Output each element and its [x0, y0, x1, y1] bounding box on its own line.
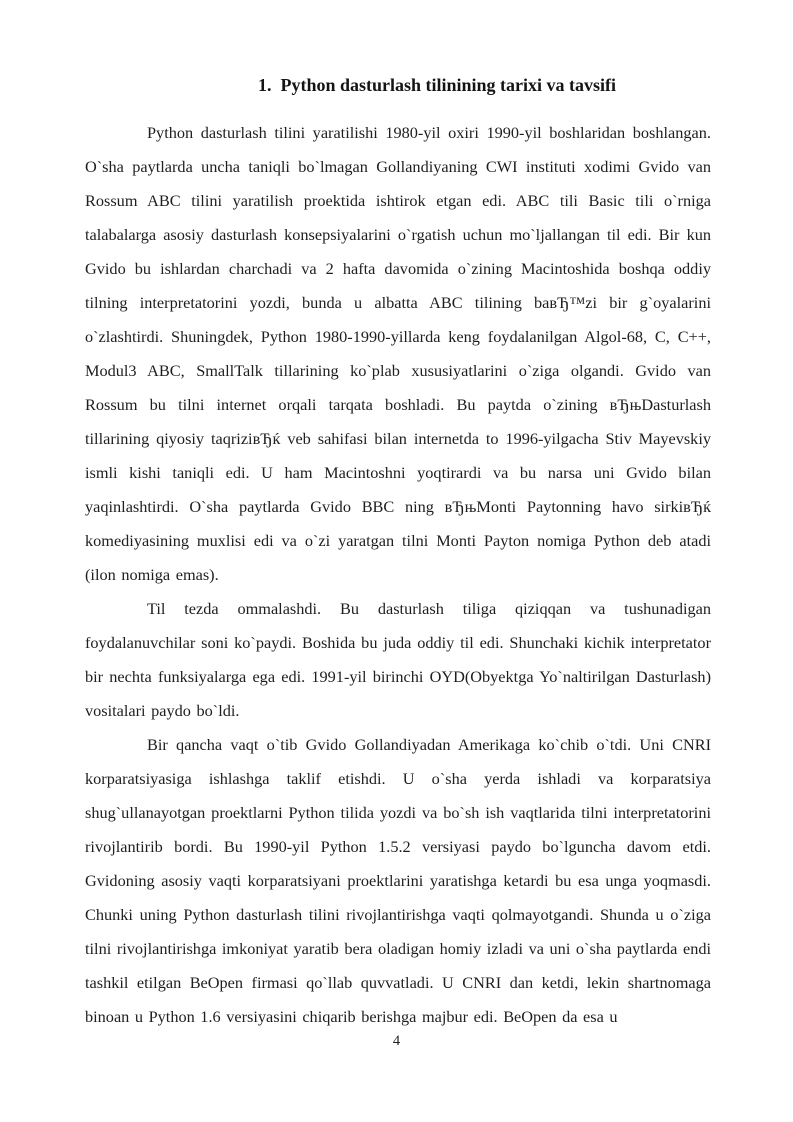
paragraph-python-origins: Python dasturlash tilini yaratilishi 1980-yil oxiri 1990-yil boshlaridan boshlangan. O`sha paytlarda uncha taniqli bo`lmagan Gollandiyaning CWI instituti xodimi Gvido van Rossum ABC tilini yaratilish proektida ishtirok etgan edi. ABC tili Basic tili o`rniga talabalarga asosiy dasturlash konsepsiyalarini o`rgatish uchun mo`ljallangan til edi. Bir kun Gvido bu ishlardan charchadi va 2 hafta davomida o`zining Macintoshida boshqa oddiy tilning interpretatorini yozdi, bunda u albatta ABC tilining baвЂ™zi bir g`oyalarini o`zlashtirdi. Shuningdek, Python 1980-1990-yillarda keng foydalanilgan Algol-68, C, C++, Modul3 ABC, SmallTalk tillarining ko`plab xususiyatlarini o`ziga olgandi. Gvido van Rossum bu tilni internet orqali tarqata boshladi. Bu paytda o`zining вЂњDasturlash tillarining qiyosiy taqriziвЂќ veb sahifasi bilan internetda to 1996-yilgacha Stiv Mayevskiy ismli kishi taniqli edi. U ham Macintoshni yoqtirardi va bu narsa uni Gvido bilan yaqinlashtirdi. O`sha paytlarda Gvido BBC ning вЂњMonti Paytonning havo sirkiвЂќ komediyasining muxlisi edi va o`zi yaratgan tilni Monti Payton nomiga Python deb atadi (ilon nomiga emas).: [85, 123, 711, 584]
section-heading: 1. Python dasturlash tilinining tarixi va tavsifi: [257, 75, 617, 95]
paragraph-language-popularity: Til tezda ommalashdi. Bu dasturlash tiliga qiziqqan va tushunadigan foydalanuvchilar soni ko`paydi. Boshida bu juda oddiy til edi. Shunchaki kichik interpretator bir nechta funksiyalarga ega edi. 1991-yil birinchi OYD(Obyektga Yo`naltirilgan Dasturlash) vositalari paydo bo`ldi.: [85, 599, 711, 720]
page-number: 4: [392, 1033, 401, 1049]
paragraph-move-to-america: Bir qancha vaqt o`tib Gvido Gollandiyadan Amerikaga ko`chib o`tdi. Uni CNRI korparatsiyasiga ishlashga taklif etishdi. U o`sha yerda ishladi va korparatsiya shug`ullanayotgan proektlarni Python tilida yozdi va bo`sh ish vaqtlarida tilni interpretatorini rivojlantirib bordi. Bu 1990-yil Python 1.5.2 versiyasi paydo bo`lguncha davom etdi. Gvidoning asosiy vaqti korparatsiyani proektlarini yaratishga ketardi bu esa unga yoqmasdi. Chunki uning Python dasturlash tilini rivojlantirishga vaqti qolmayotgandi. Shunda u o`ziga tilni rivojlantirishga imkoniyat yaratib bera oladigan homiy izladi va uni o`sha paytlarda endi tashkil etilgan BeOpen firmasi qo`llab quvvatladi. U CNRI dan ketdi, lekin shartnomaga binoan u Python 1.6 versiyasini chiqarib berishga majbur edi. BeOpen da esa u: [85, 735, 711, 1026]
page-content: [85, 72, 711, 1034]
